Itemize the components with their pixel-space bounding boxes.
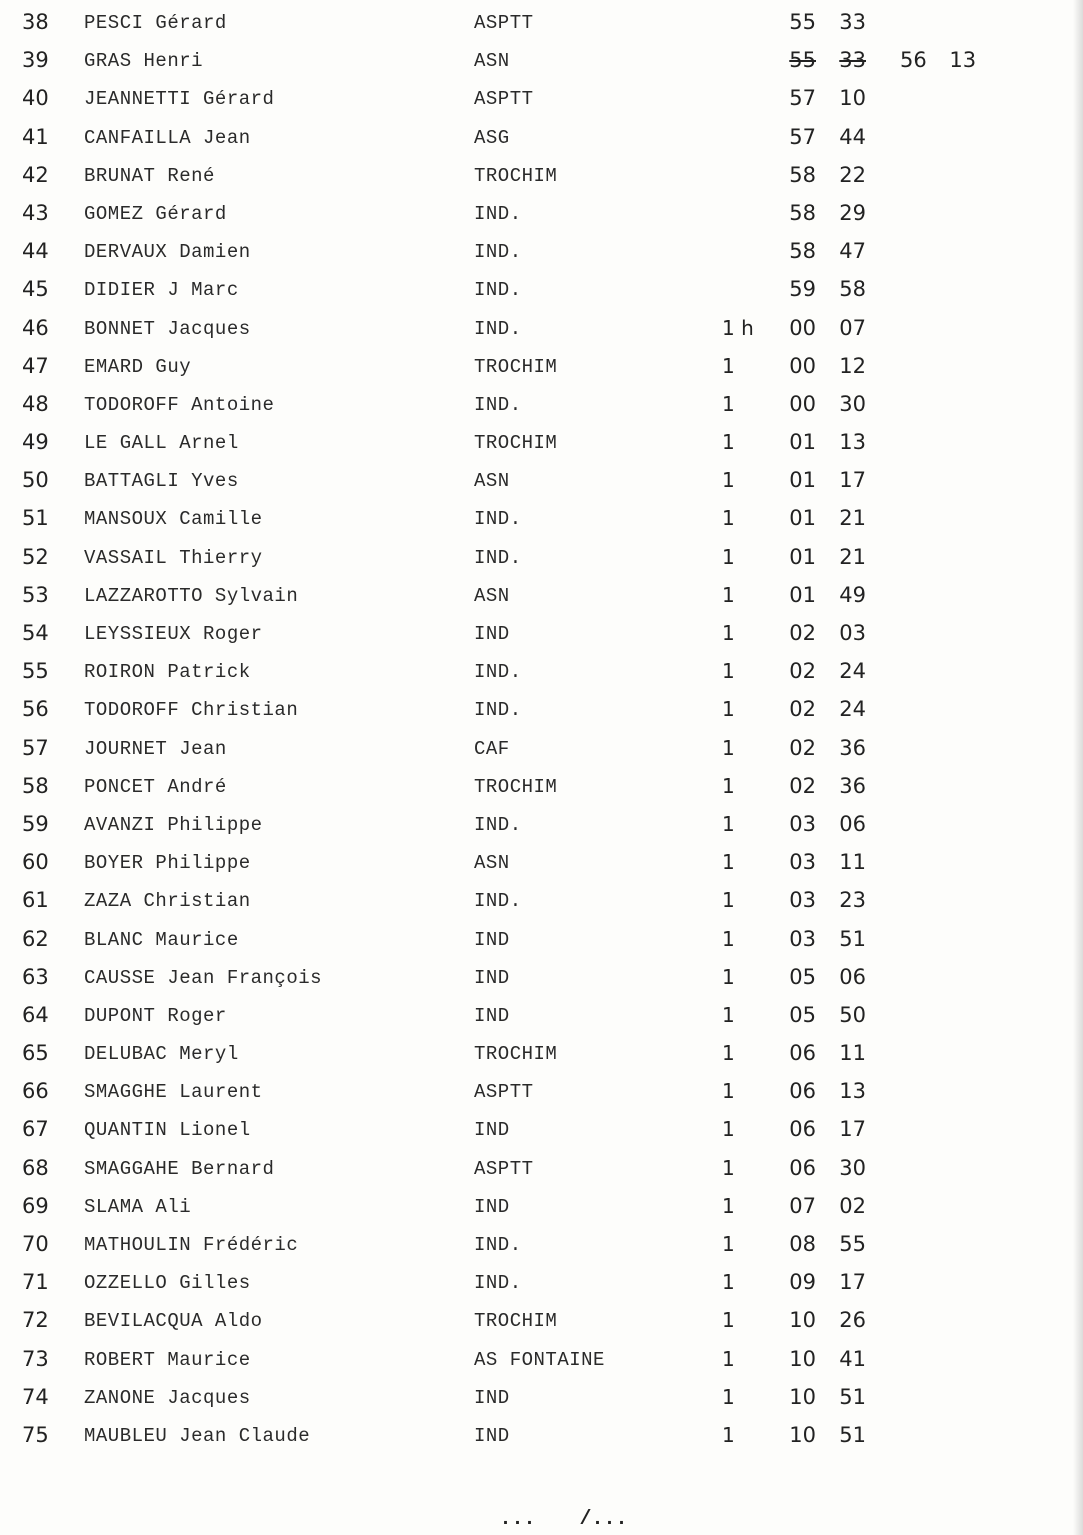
athlete-name: DELUBAC Meryl (84, 1043, 239, 1066)
result-row (0, 882, 1083, 920)
time-seconds: 24 (839, 697, 866, 722)
time-seconds: 06 (839, 811, 866, 836)
result-row (0, 233, 1083, 271)
time-seconds: 11 (839, 1041, 866, 1066)
athlete-name: QUANTIN Lionel (84, 1119, 251, 1142)
result-row (0, 386, 1083, 424)
time-seconds: 23 (839, 888, 866, 913)
rank-number: 51 (22, 506, 49, 531)
rank-number: 66 (22, 1079, 49, 1104)
rank-number: 52 (22, 544, 49, 569)
result-row (0, 4, 1083, 42)
rank-number: 63 (22, 964, 49, 989)
athlete-name: BLANC Maurice (84, 928, 239, 951)
athlete-name: SMAGGHE Laurent (84, 1081, 263, 1104)
club-name: ASN (474, 852, 510, 875)
result-row (0, 1188, 1083, 1226)
time-seconds: 50 (839, 1002, 866, 1027)
club-name: ASPTT (474, 88, 534, 111)
rank-number: 47 (22, 353, 49, 378)
time-seconds: 12 (839, 353, 866, 378)
time-minutes: 05 (789, 964, 816, 989)
club-name: TROCHIM (474, 355, 558, 378)
time-hours: 1 (722, 926, 735, 951)
athlete-name: LE GALL Arnel (84, 432, 239, 455)
time-hours: 1 (722, 582, 735, 607)
result-row (0, 42, 1083, 80)
time-minutes: 01 (789, 582, 816, 607)
time-seconds: 58 (839, 277, 866, 302)
club-name: IND. (474, 813, 522, 836)
athlete-name: SMAGGAHE Bernard (84, 1157, 275, 1180)
result-row (0, 271, 1083, 309)
time-minutes: 58 (789, 239, 816, 264)
result-row (0, 1302, 1083, 1340)
athlete-name: DIDIER J Marc (84, 279, 239, 302)
time-minutes: 02 (789, 773, 816, 798)
result-row (0, 653, 1083, 691)
time-minutes: 01 (789, 506, 816, 531)
result-row (0, 157, 1083, 195)
result-row (0, 806, 1083, 844)
club-name: IND. (474, 661, 522, 684)
rank-number: 46 (22, 315, 49, 340)
time-minutes: 10 (789, 1308, 816, 1333)
time-minutes: 02 (789, 735, 816, 760)
club-name: AS FONTAINE (474, 1348, 605, 1371)
athlete-name: ZANONE Jacques (84, 1386, 251, 1409)
time-seconds: 44 (839, 124, 866, 149)
rank-number: 44 (22, 239, 49, 264)
club-name: ASG (474, 126, 510, 149)
club-name: IND. (474, 508, 522, 531)
time-minutes: 03 (789, 888, 816, 913)
time-seconds: 06 (839, 964, 866, 989)
rank-number: 49 (22, 430, 49, 455)
time-minutes: 02 (789, 659, 816, 684)
time-seconds: 07 (839, 315, 866, 340)
club-name: ASN (474, 50, 510, 73)
athlete-name: MANSOUX Camille (84, 508, 263, 531)
time-minutes: 00 (789, 353, 816, 378)
result-row (0, 921, 1083, 959)
athlete-name: PONCET André (84, 775, 227, 798)
time-minutes: 55 (789, 48, 816, 73)
time-hours: 1 (722, 735, 735, 760)
athlete-name: MAUBLEU Jean Claude (84, 1424, 311, 1447)
rank-number: 40 (22, 86, 49, 111)
time-minutes: 01 (789, 430, 816, 455)
rank-number: 65 (22, 1041, 49, 1066)
time-seconds: 02 (839, 1193, 866, 1218)
rank-number: 38 (22, 10, 49, 34)
club-name: IND (474, 1424, 510, 1447)
result-row (0, 1264, 1083, 1302)
rank-number: 67 (22, 1117, 49, 1142)
rank-number: 73 (22, 1346, 49, 1371)
club-name: IND. (474, 1234, 522, 1256)
time-hours: 1 (722, 391, 735, 416)
athlete-name: GOMEZ Gérard (84, 202, 227, 225)
time-seconds: 51 (839, 1384, 866, 1409)
rank-number: 69 (22, 1193, 49, 1218)
time-seconds: 17 (839, 468, 866, 493)
time-minutes: 02 (789, 697, 816, 722)
club-name: IND. (474, 546, 522, 569)
time-hours: 1 (722, 1384, 735, 1409)
time-hours: 1 h (722, 315, 754, 340)
results-list (0, 4, 1083, 1455)
club-name: IND. (474, 393, 522, 416)
time-seconds: 13 (839, 430, 866, 455)
athlete-name: TODOROFF Antoine (84, 393, 275, 416)
result-row (0, 1073, 1083, 1111)
time-hours: 1 (722, 697, 735, 722)
corrected-time: 56 13 (900, 48, 977, 73)
time-minutes: 58 (789, 200, 816, 225)
time-minutes: 57 (789, 86, 816, 111)
time-minutes: 06 (789, 1117, 816, 1142)
time-seconds: 49 (839, 582, 866, 607)
rank-number: 62 (22, 926, 49, 951)
time-minutes: 03 (789, 926, 816, 951)
club-name: ASN (474, 470, 510, 493)
time-seconds: 36 (839, 773, 866, 798)
time-hours: 1 (722, 1270, 735, 1295)
result-row (0, 1111, 1083, 1149)
time-seconds: 24 (839, 659, 866, 684)
time-minutes: 57 (789, 124, 816, 149)
club-name: ASPTT (474, 1081, 534, 1104)
time-hours: 1 (722, 659, 735, 684)
club-name: ASPTT (474, 1157, 534, 1180)
athlete-name: VASSAIL Thierry (84, 546, 263, 569)
athlete-name: MATHOULIN Frédéric (84, 1234, 299, 1256)
time-minutes: 10 (789, 1422, 816, 1447)
time-hours: 1 (722, 1422, 735, 1447)
athlete-name: DERVAUX Damien (84, 241, 251, 264)
athlete-name: LEYSSIEUX Roger (84, 623, 263, 645)
time-seconds: 13 (839, 1079, 866, 1104)
result-row (0, 80, 1083, 118)
time-minutes: 55 (789, 10, 816, 34)
time-hours: 1 (722, 353, 735, 378)
rank-number: 57 (22, 735, 49, 760)
time-seconds: 30 (839, 1155, 866, 1180)
club-name: IND. (474, 699, 522, 722)
club-name: IND (474, 1119, 510, 1142)
time-seconds: 30 (839, 391, 866, 416)
club-name: IND (474, 1004, 510, 1027)
time-hours: 1 (722, 1041, 735, 1066)
club-name: IND (474, 1195, 510, 1218)
time-hours: 1 (722, 1232, 735, 1256)
result-row (0, 348, 1083, 386)
time-seconds: 22 (839, 162, 866, 187)
club-name: CAF (474, 737, 510, 760)
time-seconds: 33 (839, 48, 866, 73)
rank-number: 39 (22, 48, 49, 73)
time-hours: 1 (722, 468, 735, 493)
athlete-name: ROIRON Patrick (84, 661, 251, 684)
time-minutes: 06 (789, 1079, 816, 1104)
time-seconds: 51 (839, 926, 866, 951)
result-row (0, 500, 1083, 538)
time-hours: 1 (722, 773, 735, 798)
result-row (0, 1150, 1083, 1188)
athlete-name: LAZZAROTTO Sylvain (84, 584, 299, 607)
athlete-name: ROBERT Maurice (84, 1348, 251, 1371)
time-minutes: 06 (789, 1041, 816, 1066)
athlete-name: TODOROFF Christian (84, 699, 299, 722)
result-row (0, 462, 1083, 500)
time-seconds: 55 (839, 1232, 866, 1256)
time-hours: 1 (722, 430, 735, 455)
result-row (0, 1379, 1083, 1417)
rank-number: 41 (22, 124, 49, 149)
time-seconds: 03 (839, 621, 866, 645)
time-minutes: 01 (789, 544, 816, 569)
time-minutes: 59 (789, 277, 816, 302)
athlete-name: PESCI Gérard (84, 12, 227, 34)
result-row (0, 959, 1083, 997)
time-hours: 1 (722, 1346, 735, 1371)
result-row (0, 997, 1083, 1035)
athlete-name: BEVILACQUA Aldo (84, 1310, 263, 1333)
continuation-marker (0, 1508, 1083, 1531)
time-minutes: 03 (789, 811, 816, 836)
result-row (0, 424, 1083, 462)
result-row (0, 195, 1083, 233)
result-row (0, 844, 1083, 882)
club-name: IND. (474, 279, 522, 302)
time-seconds: 47 (839, 239, 866, 264)
club-name: IND (474, 966, 510, 989)
rank-number: 68 (22, 1155, 49, 1180)
athlete-name: JOURNET Jean (84, 737, 227, 760)
time-minutes: 10 (789, 1346, 816, 1371)
result-row (0, 768, 1083, 806)
result-row (0, 1341, 1083, 1379)
rank-number: 48 (22, 391, 49, 416)
athlete-name: BRUNAT René (84, 164, 215, 187)
time-hours: 1 (722, 964, 735, 989)
athlete-name: DUPONT Roger (84, 1004, 227, 1027)
athlete-name: CAUSSE Jean François (84, 966, 323, 989)
time-seconds: 33 (839, 10, 866, 34)
rank-number: 59 (22, 811, 49, 836)
time-seconds: 17 (839, 1270, 866, 1295)
time-hours: 1 (722, 1155, 735, 1180)
result-row (0, 730, 1083, 768)
time-minutes: 01 (789, 468, 816, 493)
time-seconds: 26 (839, 1308, 866, 1333)
time-minutes: 06 (789, 1155, 816, 1180)
club-name: IND (474, 623, 510, 645)
club-name: ASN (474, 584, 510, 607)
rank-number: 70 (22, 1232, 49, 1256)
result-row (0, 1035, 1083, 1073)
time-hours: 1 (722, 1002, 735, 1027)
time-hours: 1 (722, 1193, 735, 1218)
time-minutes: 58 (789, 162, 816, 187)
rank-number: 71 (22, 1270, 49, 1295)
athlete-name: BATTAGLI Yves (84, 470, 239, 493)
rank-number: 61 (22, 888, 49, 913)
athlete-name: CANFAILLA Jean (84, 126, 251, 149)
club-name: TROCHIM (474, 432, 558, 455)
club-name: IND. (474, 202, 522, 225)
time-minutes: 07 (789, 1193, 816, 1218)
rank-number: 72 (22, 1308, 49, 1333)
time-hours: 1 (722, 544, 735, 569)
time-seconds: 17 (839, 1117, 866, 1142)
result-row (0, 119, 1083, 157)
time-seconds: 36 (839, 735, 866, 760)
time-seconds: 21 (839, 544, 866, 569)
time-hours: 1 (722, 621, 735, 645)
athlete-name: SLAMA Ali (84, 1195, 192, 1218)
rank-number: 58 (22, 773, 49, 798)
time-hours: 1 (722, 1079, 735, 1104)
club-name: TROCHIM (474, 164, 558, 187)
rank-number: 54 (22, 621, 49, 645)
time-hours: 1 (722, 888, 735, 913)
rank-number: 75 (22, 1422, 49, 1447)
athlete-name: OZZELLO Gilles (84, 1272, 251, 1295)
athlete-name: BOYER Philippe (84, 852, 251, 875)
athlete-name: AVANZI Philippe (84, 813, 263, 836)
result-row (0, 691, 1083, 729)
time-seconds: 21 (839, 506, 866, 531)
rank-number: 64 (22, 1002, 49, 1027)
result-row (0, 615, 1083, 653)
time-hours: 1 (722, 850, 735, 875)
time-minutes: 09 (789, 1270, 816, 1295)
rank-number: 56 (22, 697, 49, 722)
club-name: IND. (474, 317, 522, 340)
club-name: IND. (474, 241, 522, 264)
time-minutes: 02 (789, 621, 816, 645)
athlete-name: EMARD Guy (84, 355, 192, 378)
club-name: IND. (474, 890, 522, 913)
continuation-dots: ... (499, 1508, 536, 1531)
time-minutes: 03 (789, 850, 816, 875)
time-minutes: 00 (789, 391, 816, 416)
rank-number: 60 (22, 850, 49, 875)
rank-number: 45 (22, 277, 49, 302)
rank-number: 53 (22, 582, 49, 607)
time-hours: 1 (722, 1308, 735, 1333)
continuation-slash: /... (579, 1508, 628, 1531)
time-minutes: 00 (789, 315, 816, 340)
rank-number: 50 (22, 468, 49, 493)
rank-number: 42 (22, 162, 49, 187)
time-seconds: 11 (839, 850, 866, 875)
club-name: ASPTT (474, 12, 534, 34)
result-row (0, 1226, 1083, 1264)
time-hours: 1 (722, 811, 735, 836)
time-seconds: 10 (839, 86, 866, 111)
club-name: IND (474, 928, 510, 951)
athlete-name: ZAZA Christian (84, 890, 251, 913)
time-minutes: 08 (789, 1232, 816, 1256)
time-seconds: 29 (839, 200, 866, 225)
club-name: TROCHIM (474, 775, 558, 798)
club-name: IND. (474, 1272, 522, 1295)
result-row (0, 539, 1083, 577)
rank-number: 43 (22, 200, 49, 225)
club-name: TROCHIM (474, 1310, 558, 1333)
time-hours: 1 (722, 506, 735, 531)
rank-number: 74 (22, 1384, 49, 1409)
result-row (0, 1417, 1083, 1455)
result-row (0, 310, 1083, 348)
result-row (0, 577, 1083, 615)
time-minutes: 05 (789, 1002, 816, 1027)
club-name: TROCHIM (474, 1043, 558, 1066)
time-seconds: 51 (839, 1422, 866, 1447)
time-minutes: 10 (789, 1384, 816, 1409)
athlete-name: JEANNETTI Gérard (84, 88, 275, 111)
time-hours: 1 (722, 1117, 735, 1142)
time-seconds: 41 (839, 1346, 866, 1371)
athlete-name: GRAS Henri (84, 50, 204, 73)
club-name: IND (474, 1386, 510, 1409)
athlete-name: BONNET Jacques (84, 317, 251, 340)
rank-number: 55 (22, 659, 49, 684)
